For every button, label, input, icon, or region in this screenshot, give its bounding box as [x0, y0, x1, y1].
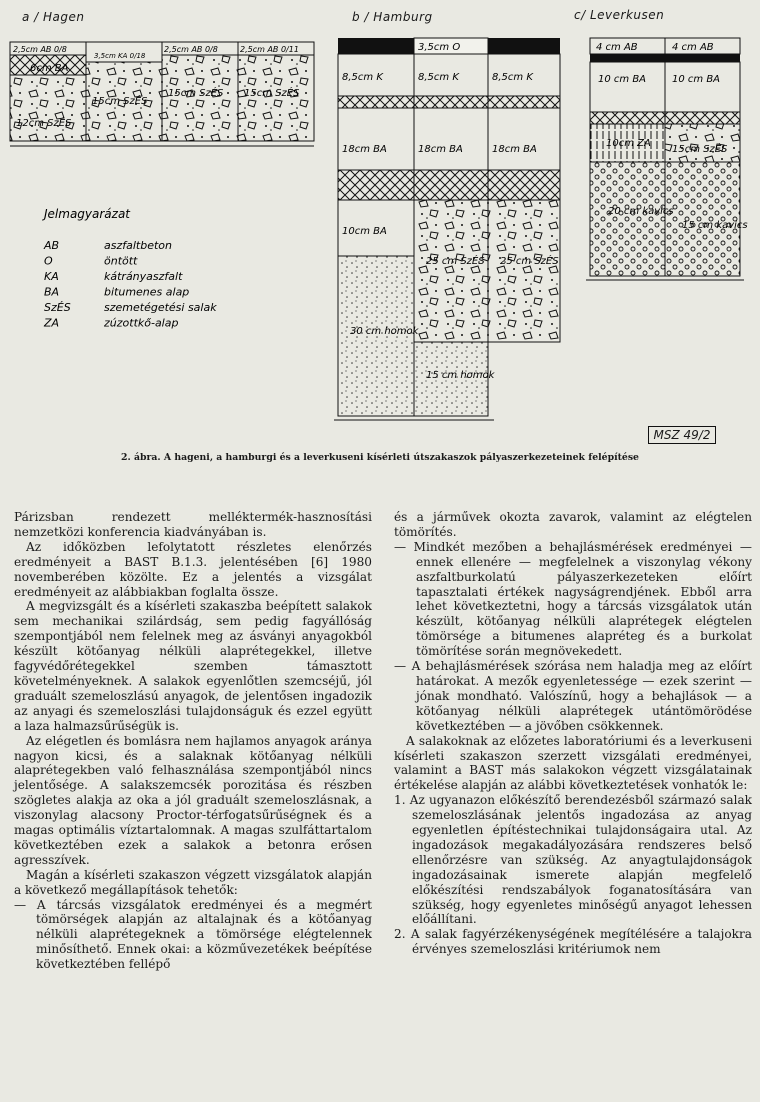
legend-abbr: ZA [44, 316, 60, 330]
paragraph: — Mindkét mezőben a behajlásmérések eredményei — ennek ellenére — megfelelnek a viszonylag vékony aszfaltburkolatú pályaszerkezeteken előírt tapasztalati értékek nagyságrendjének. Ebből arra lehet következtetni, hogy a tárcsás vizsgálatok után készült, kötőanyag nélküli alaprétegek elégtelen tömörsége a bitumenes alapréteg és a burkolat tömörítése során megnövekedett. [394, 539, 752, 659]
hamburg-hom15: 15 cm homok [426, 370, 495, 381]
legend-title: Jelmagyarázat [44, 207, 131, 221]
hamburg-k-2: 8,5cm K [418, 72, 459, 83]
hamburg-k-1: 8,5cm K [342, 72, 383, 83]
hamburg-ba18-3: 18cm BA [492, 144, 537, 155]
paragraph: Magán a kísérleti szakaszon végzett vizsgálatok alapján a következő megállapítások tehetők: [14, 867, 372, 897]
paragraph: 1. Az ugyanazon előkészítő berendezésből származó salak szemeloszlásának jelentős ingadozása az anyag egyenletlen építéstechnikai tulajdonságaira utal. Az ingadozások megakadályozására rendszeres belső ellenőrzésre van szükség. Az anyagtulajdonságok ingadozásainak ismerete alapján megfelelő előkészítési rendszabályok foganatosítására van szükség, hogy egyenletes minőségű anyagot lehessen előállítani. [394, 793, 752, 927]
lever-kav20: 20 cm kavics [608, 206, 674, 217]
hagen-c1-top: 2,5cm AB 0/8 [13, 45, 67, 54]
text-column-right [394, 510, 752, 957]
hagen-c1-mid: 6cm BA [30, 63, 69, 74]
header-hamburg: b / Hamburg [352, 10, 433, 24]
legend-abbr: KA [44, 270, 59, 283]
hagen-c4-mid: 15cm SzÉS [244, 88, 300, 99]
hamburg-top: 3,5cm O [418, 42, 461, 53]
lever-szes: 15cm SzÉS [672, 144, 728, 155]
hagen-c3-mid: 15cm SzÉS [168, 88, 224, 99]
paragraph: — A behajlásmérések szórása nem haladja meg az előírt határokat. A mezők egyenletessége — ezek szerint — jónak mondható. Valószínű, hogy a behajlások — a kötőanyag nélküli alaprétegek utántömörödése következtében — a jövőben csökkennek. [394, 659, 752, 733]
lever-za: 10cm ZA [606, 138, 651, 149]
paragraph: — A tárcsás vizsgálatok eredményei és a megmért tömörségek alapján az altalajnak és a kötőanyag nélküli alaprétegeknek a tömörsége elégtelennek minősíthető. Ennek okai: a közművezetékek beépítése következtében fellépő [14, 897, 372, 972]
hamburg-ba18-1: 18cm BA [342, 144, 387, 155]
legend [43, 239, 217, 330]
legend-desc: aszfaltbeton [104, 239, 172, 252]
legend-abbr: AB [44, 239, 60, 252]
paragraph: 2. A salak fagyérzékenységének megítélésére a talajokra érvényes szemeloszlási kritériumok nem [394, 927, 752, 957]
legend-desc: öntött [104, 254, 138, 268]
legend-desc: zúzottkő-alap [104, 316, 179, 330]
hagen-c4-top: 2,5cm AB 0/11 [240, 45, 299, 54]
lever-kav15: 15 cm kavics [682, 220, 748, 231]
hamburg-szes-1: 25 cm SzÉS [426, 256, 485, 267]
lever-ab-1: 4 cm AB [596, 42, 638, 53]
paragraph: Párizsban rendezett melléktermék-hasznosítási nemzetközi konferencia kiadványában is. [14, 510, 372, 539]
paragraph: Az elégetlen és bomlásra nem hajlamos anyagok aránya nagyon kicsi, és a salaknak kötőanyag nélküli alaprétegekben való felhasználása szempontjából nincs jelentősége. A salakszemcsék porozitása és részben szögletes alakja az oka a jól graduált szemeloszlásnak, a viszonylag alacsony Proctor-térfogatsűrűségnek és a magas optimális víztartalomnak. A magas szulfáttartalom következtében ezek a salakok a betonra erősen agresszívek. [14, 733, 372, 867]
lever-ba-1: 10 cm BA [598, 74, 647, 85]
lever-ba-2: 10 cm BA [672, 74, 721, 85]
hagen-c1-bot: 12cm SzÉS [16, 118, 72, 129]
header-leverkusen: c/ Leverkusen [574, 8, 665, 22]
legend-desc: bitumenes alap [104, 285, 190, 299]
hamburg-k-3: 8,5cm K [492, 72, 533, 83]
legend-desc: kátrányaszfalt [104, 270, 183, 283]
paragraph: A megvizsgált és a kísérleti szakaszba beépített salakok sem mechanikai szilárdság, sem pedig fagyállóság szempontjából nem felelnek meg az ásványi anyagokból készült kötőanyag nélküli alaprétegekkel, illetve fagyvédőrétegekkel szemben támasztott követelményeknek. A salakok egyenlőtlen szemcséjű, jól graduált szemeloszlású anyagok, de jelentősen ingadozik az anyagi és szemeloszlási tulajdonságuk és ezzel együtt a laza halmazsűrűségük is. [14, 599, 372, 733]
legend-abbr: SzÉS [44, 301, 71, 314]
legend-desc: szemetégetési salak [104, 301, 217, 314]
paragraph: A salakoknak az előzetes laboratóriumi és a leverkuseni kísérleti szakaszon szerzett vizsgálati eredményei, valamint a BAST más salakokon végzett vizsgálatainak értékelése alapján az alábbi következtetések vonhatók le: [394, 733, 752, 793]
hamburg-ba10: 10cm BA [342, 226, 387, 237]
figure-caption: 2. ábra. A hageni, a hamburgi és a leverkuseni kísérleti útszakaszok pályaszerkezeteinek felépítése [121, 452, 639, 463]
text-column-left [14, 510, 372, 972]
figure-code: MSZ 49/2 [648, 426, 716, 444]
lever-ab-2: 4 cm AB [672, 42, 714, 53]
hagen-c2-top: 3,5cm KA 0/18 [94, 52, 146, 60]
paragraph: Az időközben lefolytatott részletes elenőrzés eredményeit a BAST B.1.3. jelentésében [6] 1980 novemberében közölte. Ez a jelentés a vizsgálat eredményeit az alábbiakban foglalta össze. [14, 539, 372, 599]
hamburg-hom30: 30 cm homok [350, 326, 419, 337]
legend-abbr: BA [44, 285, 60, 299]
hamburg-szes-2: 25 cm SzÉS [500, 256, 559, 267]
legend-abbr: O [44, 254, 53, 268]
hamburg-ba18-2: 18cm BA [418, 144, 463, 155]
paragraph: és a járművek okozta zavarok, valamint az elégtelen tömörítés. [394, 510, 752, 539]
pavement-structure-diagram [0, 0, 760, 470]
hagen-c2-mid: 15cm SzÉS [92, 96, 148, 107]
header-hagen: a / Hagen [22, 10, 85, 24]
hagen-c3-top: 2,5cm AB 0/8 [164, 45, 218, 54]
